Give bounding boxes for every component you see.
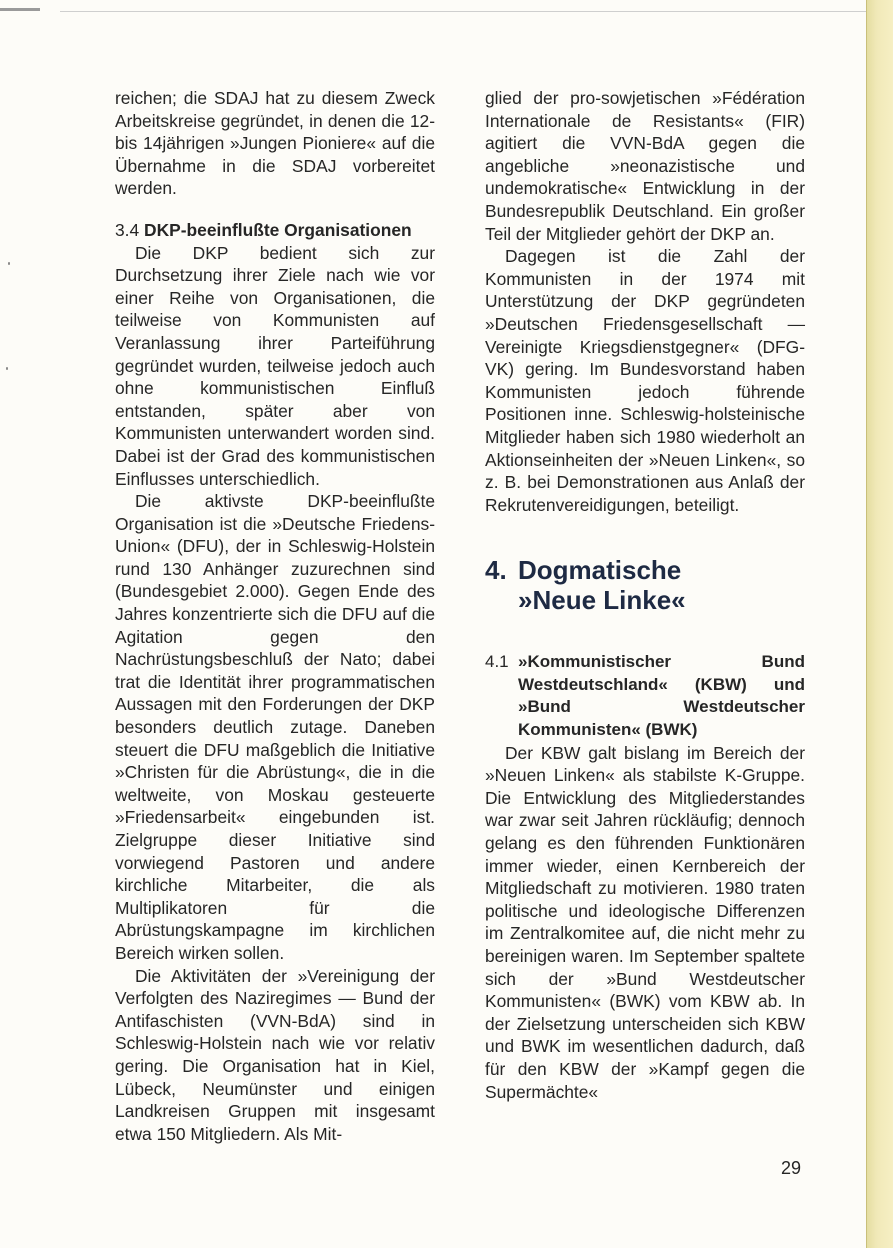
page-edge-strip [866,0,893,1248]
paragraph: reichen; die SDAJ hat zu diesem Zweck Arbeitskreise gegründet, in denen die 12- bis 14jährigen »Jungen Pioniere« auf die Übernahme in die SDAJ vorbereitet werden. [115,88,435,199]
page-number: 29 [781,1158,802,1178]
chapter-title-line: »Neue Linke« [518,585,686,616]
chapter-number: 4. [485,555,507,586]
corner-mark [0,8,40,11]
paragraph: Der KBW galt bislang im Bereich der »Neuen Linken« als stabilste K-Gruppe. Die Entwicklung des Mitgliederstandes war zwar seit Jahren rückläufig; dennoch gelang es den führenden Funktionären immer wieder, einen Kernbereich der Mitgliedschaft zu motivieren. 1980 traten politische und ideologische Differenzen im Zentralkomitee auf, die nicht mehr zu bereinigen waren. Im September spaltete sich der »Bund Westdeutscher Kommunisten« (BWK) vom KBW ab. In der Zielsetzung unterscheiden sich KBW und BWK im wesentlichen dadurch, daß für den KBW der »Kampf gegen die Supermächte« [485,742,805,1102]
subsection-number: 4.1 [485,652,509,672]
chapter-heading [485,555,805,615]
paragraph: Die aktivste DKP-beeinflußte Organisation ist die »Deutsche Friedens-Union« (DFU), der in Schleswig-Holstein rund 130 Anhänger zuzurechnen sind (Bundesgebiet 2.000). Gegen Ende des Jahres konzentrierte sich die DFU auf die Agitation gegen den Nachrüstungsbeschluß der Nato; dabei trat die Identität ihrer programmatischen Aussagen mit den Forderungen der DKP besonders deutlich zutage. Daneben steuert die DFU maßgeblich die Initiative »Christen für die Abrüstung«, die in die weltweite, von Moskau gesteuerte »Friedensarbeit« eingebunden ist. Zielgruppe dieser Initiative sind vorwiegend Pastoren und andere kirchliche Mitarbeiter, die als Multiplikatoren für die Abrüstungskampagne im kirchlichen Bereich wirken sollen. [115,491,435,963]
section-title: DKP-beeinflußte Organisationen [144,219,412,240]
page-edge-line [866,0,867,1248]
subsection-heading [485,651,805,741]
left-column [115,87,435,1145]
paragraph: Dagegen ist die Zahl der Kommunisten in der 1974 mit Unterstützung der DKP gegründeten »Deutschen Friedensgesellschaft — Vereinigte Kriegsdienstgegner« (DFG-VK) gering. Im Bundesvorstand haben Kommunisten jedoch führende Positionen inne. Schleswig-holsteinische Mitglieder haben sich 1980 wiederholt an Aktionseinheiten der »Neuen Linken«, so z. B. bei Demonstrationen aus Anlaß der Rekrutenvereidigungen, beteiligt. [485,246,805,515]
paragraph: glied der pro-sowjetischen »Fédération Internationale de Resistants« (FIR) agitiert die VVN-BdA gegen die angebliche »neonazistische und undemokratische« Entwicklung in der Bundesrepublik Deutschland. Ein großer Teil der Mitglieder gehört der DKP an. [485,88,805,244]
scan-speck [6,367,8,370]
top-rule [60,11,866,12]
section-heading [115,219,435,242]
subsection-title: »Kommunistischer Bund Westdeutschland« (KBW) und »Bund Westdeutscher Kommunisten« (BWK) [518,652,805,740]
chapter-title-line: Dogmatische [518,555,682,586]
right-column [485,87,805,1103]
paragraph: Die Aktivitäten der »Vereinigung der Verfolgten des Naziregimes — Bund der Antifaschisten (VVN-BdA) sind in Schleswig-Holstein nach wie vor relativ gering. Die Organisation hat in Kiel, Lübeck, Neumünster und einigen Landkreisen Gruppen mit insgesamt etwa 150 Mitgliedern. Als Mit- [115,965,435,1144]
paragraph: Die DKP bedient sich zur Durchsetzung ihrer Ziele nach wie vor einer Reihe von Organisationen, die teilweise von Kommunisten auf Veranlassung ihrer Parteiführung gegründet wurden, teilweise jedoch auch ohne kommunistischen Einfluß entstanden, später aber von Kommunisten unterwandert worden sind. Dabei ist der Grad des kommunistischen Einflusses unterschiedlich. [115,242,435,489]
section-number: 3.4 [115,219,140,240]
scan-speck [8,262,10,265]
